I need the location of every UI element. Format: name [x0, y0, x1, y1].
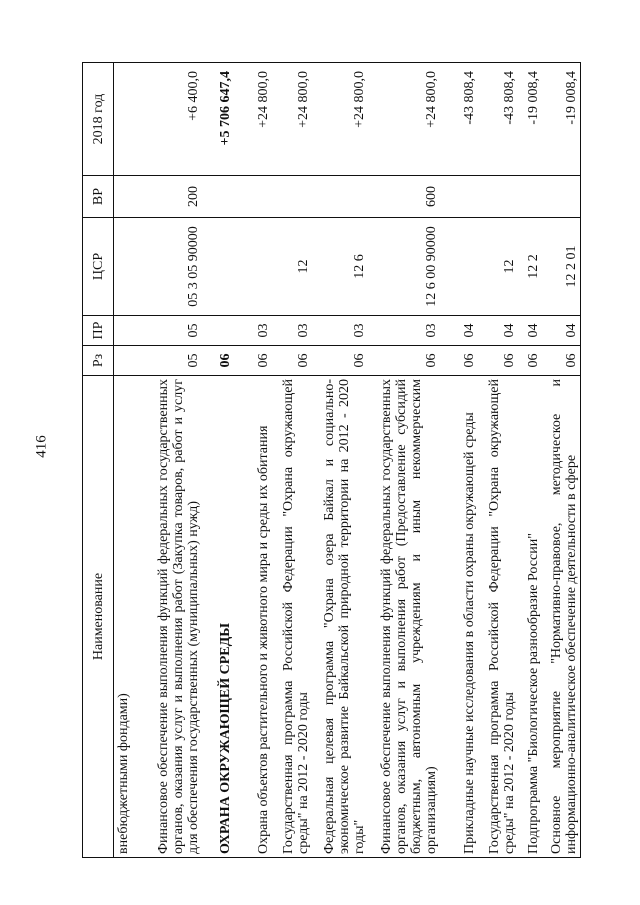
row-csr: 12 6 [312, 218, 368, 316]
row-name: ОХРАНА ОКРУЖАЮЩЕЙ СРЕДЫ [202, 376, 234, 858]
table-row [542, 63, 581, 858]
row-pr: 04 [478, 316, 518, 346]
row-pr: 03 [312, 316, 368, 346]
row-pr: 04 [518, 316, 542, 346]
row-name: Подпрограмма "Биологическое разнообразие России" [518, 376, 542, 858]
row-rz [114, 346, 133, 376]
row-pr: 04 [440, 316, 478, 346]
row-csr [114, 218, 133, 316]
row-rz: 06 [202, 346, 234, 376]
table-row [478, 63, 518, 858]
row-amount [114, 63, 133, 176]
row-rz: 06 [312, 346, 368, 376]
table-row [312, 63, 368, 858]
row-name: Прикладные научные исследования в области охраны окружающей среды [440, 376, 478, 858]
header-rz: Рз [83, 346, 114, 376]
row-pr: 03 [234, 316, 272, 346]
row-amount: -43 808,4 [478, 63, 518, 176]
header-csr: ЦСР [83, 218, 114, 316]
row-amount: +5 706 647,4 [202, 63, 234, 176]
row-amount: +24 800,0 [234, 63, 272, 176]
table-header-row [83, 63, 114, 858]
row-rz: 06 [272, 346, 312, 376]
rotated-page [82, 63, 607, 858]
header-name: Наименование [83, 376, 114, 858]
row-amount: +24 800,0 [368, 63, 440, 176]
header-year: 2018 год [83, 63, 114, 176]
header-vr: ВР [83, 176, 114, 218]
row-vr [312, 176, 368, 218]
row-csr: 12 [478, 218, 518, 316]
row-amount: +6 400,0 [132, 63, 202, 176]
row-rz: 06 [368, 346, 440, 376]
table-row [368, 63, 440, 858]
row-vr [478, 176, 518, 218]
row-name: Охрана объектов растительного и животного мира и среды их обитания [234, 376, 272, 858]
row-vr: 600 [368, 176, 440, 218]
row-csr: 12 2 01 [542, 218, 581, 316]
row-rz: 06 [478, 346, 518, 376]
row-pr: 05 [132, 316, 202, 346]
table-row [202, 63, 234, 858]
row-vr [272, 176, 312, 218]
row-rz: 06 [518, 346, 542, 376]
row-csr: 12 [272, 218, 312, 316]
row-name: Финансовое обеспечение выполнения функций федеральных государственных органов, оказания услуг и выполнения работ (Закупка товаров, работ и услуг для обеспечения государственных (муниципальных) нужд) [132, 376, 202, 858]
row-csr: 12 2 [518, 218, 542, 316]
row-name: Государственная программа Российской Федерации "Охрана окружающей среды" на 2012 - 2020 годы [478, 376, 518, 858]
row-name: Федеральная целевая программа "Охрана озера Байкал и социально-экономическое развитие Байкальской природной территории на 2012 - 2020 годы" [312, 376, 368, 858]
row-amount: +24 800,0 [272, 63, 312, 176]
row-csr: 05 3 05 90000 [132, 218, 202, 316]
row-vr [202, 176, 234, 218]
row-vr: 200 [132, 176, 202, 218]
row-vr [542, 176, 581, 218]
row-rz: 06 [542, 346, 581, 376]
row-rz: 06 [234, 346, 272, 376]
row-csr [440, 218, 478, 316]
table-row [272, 63, 312, 858]
row-name: Финансовое обеспечение выполнения функций федеральных государственных органов, оказания услуг и выполнения работ (Предоставление субсидий бюджетным, автономным учреждениям и иным некоммерческим организациям) [368, 376, 440, 858]
row-csr [202, 218, 234, 316]
table-row [132, 63, 202, 858]
budget-table [82, 62, 581, 858]
row-pr [202, 316, 234, 346]
header-pr: ПР [83, 316, 114, 346]
table-row [234, 63, 272, 858]
row-pr: 03 [272, 316, 312, 346]
row-csr: 12 6 00 90000 [368, 218, 440, 316]
table-row [114, 63, 133, 858]
row-amount: -19 008,4 [542, 63, 581, 176]
row-pr: 04 [542, 316, 581, 346]
table-row [440, 63, 478, 858]
row-vr [518, 176, 542, 218]
page-number: 416 [33, 435, 50, 458]
row-pr: 03 [368, 316, 440, 346]
row-pr [114, 316, 133, 346]
row-rz: 06 [440, 346, 478, 376]
row-vr [440, 176, 478, 218]
table-row [518, 63, 542, 858]
row-vr [234, 176, 272, 218]
row-name: внебюджетными фондами) [114, 376, 133, 858]
row-csr [234, 218, 272, 316]
row-amount: -19 008,4 [518, 63, 542, 176]
row-vr [114, 176, 133, 218]
row-rz: 05 [132, 346, 202, 376]
row-name: Основное мероприятие "Нормативно-правовое, методическое и информационно-аналитическое обеспечение деятельности в сфере [542, 376, 581, 858]
row-name: Государственная программа Российской Федерации "Охрана окружающей среды" на 2012 - 2020 годы [272, 376, 312, 858]
row-amount: +24 800,0 [312, 63, 368, 176]
row-amount: -43 808,4 [440, 63, 478, 176]
